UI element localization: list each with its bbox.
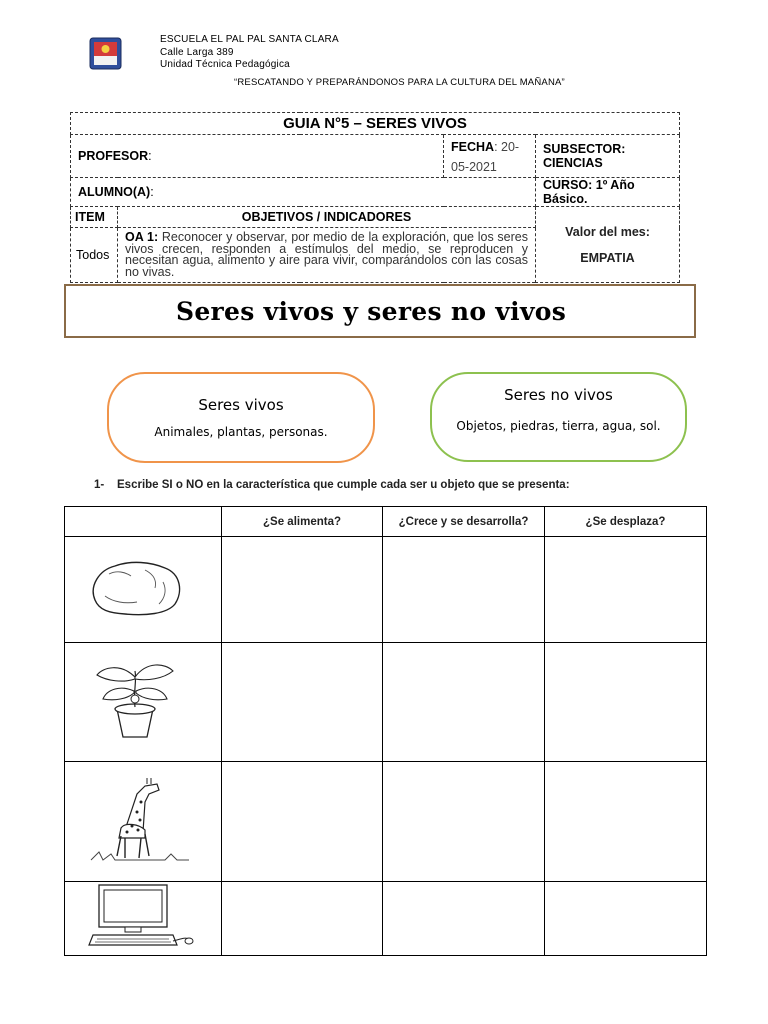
topic-banner: [64, 284, 696, 338]
valor-value: EMPATIA: [580, 250, 635, 265]
giraffe-icon: [85, 854, 195, 871]
answer-cell[interactable]: [383, 643, 545, 762]
card-seres-vivos-heading: Seres vivos: [198, 396, 284, 414]
answer-cell[interactable]: [222, 537, 383, 643]
instruction-text: Escribe SI o NO en la característica que cumple cada ser u objeto que se presenta:: [117, 479, 570, 491]
subsector-label: SUBSECTOR: [543, 142, 622, 156]
rock-icon: [85, 609, 185, 626]
answer-cell[interactable]: [222, 643, 383, 762]
col-header-image: [65, 507, 222, 537]
col-header-se-alimenta: ¿Se alimenta?: [222, 507, 383, 537]
image-cell: [65, 762, 222, 882]
profesor-cell[interactable]: PROFESOR:: [71, 135, 444, 178]
col-header-se-desplaza: ¿Se desplaza?: [545, 507, 707, 537]
fecha-label: FECHA: [451, 140, 495, 154]
banner-title: Seres vivos y seres no vivos: [176, 296, 567, 326]
fecha-cell: [444, 135, 536, 178]
school-logo-icon: [89, 37, 122, 70]
item-header: ITEM: [71, 207, 118, 228]
answer-cell[interactable]: [545, 882, 707, 956]
table-row: [65, 537, 707, 643]
subsector-value: : CIENCIAS: [543, 142, 626, 170]
objective-text: [118, 228, 536, 283]
answer-cell[interactable]: [545, 537, 707, 643]
exercise-table: [64, 506, 707, 956]
instruction-number: 1-: [94, 479, 105, 491]
image-cell: [65, 537, 222, 643]
school-unit: Unidad Técnica Pedagógica: [160, 59, 290, 70]
curso-cell: CURSO: 1º Año Básico.: [536, 178, 680, 207]
answer-cell[interactable]: [383, 762, 545, 882]
profesor-label: PROFESOR: [78, 149, 149, 163]
school-motto: “RESCATANDO Y PREPARÁNDONOS PARA LA CULTURA DEL MAÑANA”: [234, 77, 565, 88]
answer-cell[interactable]: [222, 762, 383, 882]
school-name: ESCUELA EL PAL PAL SANTA CLARA: [160, 34, 339, 45]
card-seres-vivos: [107, 372, 375, 463]
valor-cell: [536, 207, 680, 283]
curso-label: CURSO: 1º Año Básico: [543, 178, 635, 206]
school-info: [160, 34, 339, 72]
col-header-crece: ¿Crece y se desarrolla?: [383, 507, 545, 537]
alumno-cell[interactable]: ALUMNO(A):: [71, 178, 536, 207]
card-seres-vivos-text: Animales, plantas, personas.: [154, 425, 328, 439]
table-row: [65, 643, 707, 762]
potted-plant-icon: [85, 729, 185, 746]
answer-cell[interactable]: [545, 643, 707, 762]
fecha-value: : 20-05-2021: [451, 140, 520, 174]
item-todos: Todos: [71, 228, 118, 283]
answer-cell[interactable]: [222, 882, 383, 956]
answer-cell[interactable]: [383, 537, 545, 643]
card-seres-no-vivos-text: Objetos, piedras, tierra, agua, sol.: [456, 419, 661, 433]
answer-cell[interactable]: [545, 762, 707, 882]
subsector-cell: [536, 135, 680, 178]
oa-description: Reconocer y observar, por medio de la exploración, que los seres vivos crecen, responden a estímulos del medio, se reproducen y necesitan agua, alimento y aire para vivir, comparándolos con las cosas no vivas.: [125, 230, 528, 279]
computer-icon: [85, 936, 195, 953]
card-seres-no-vivos-heading: Seres no vivos: [504, 386, 613, 404]
school-address: Calle Larga 389: [160, 46, 234, 58]
table-row: [65, 762, 707, 882]
objetivos-header: OBJETIVOS / INDICADORES: [118, 207, 536, 228]
image-cell: [65, 882, 222, 956]
table-row: [65, 882, 707, 956]
alumno-label: ALUMNO(A): [78, 185, 151, 199]
guide-title: GUIA N°5 – SERES VIVOS: [71, 113, 680, 135]
instruction: [94, 479, 570, 491]
answer-cell[interactable]: [383, 882, 545, 956]
card-seres-no-vivos: [430, 372, 687, 462]
guide-header-table: [70, 112, 680, 283]
valor-label: Valor del mes:: [565, 224, 650, 239]
image-cell: [65, 643, 222, 762]
oa-label: OA 1:: [125, 230, 159, 244]
